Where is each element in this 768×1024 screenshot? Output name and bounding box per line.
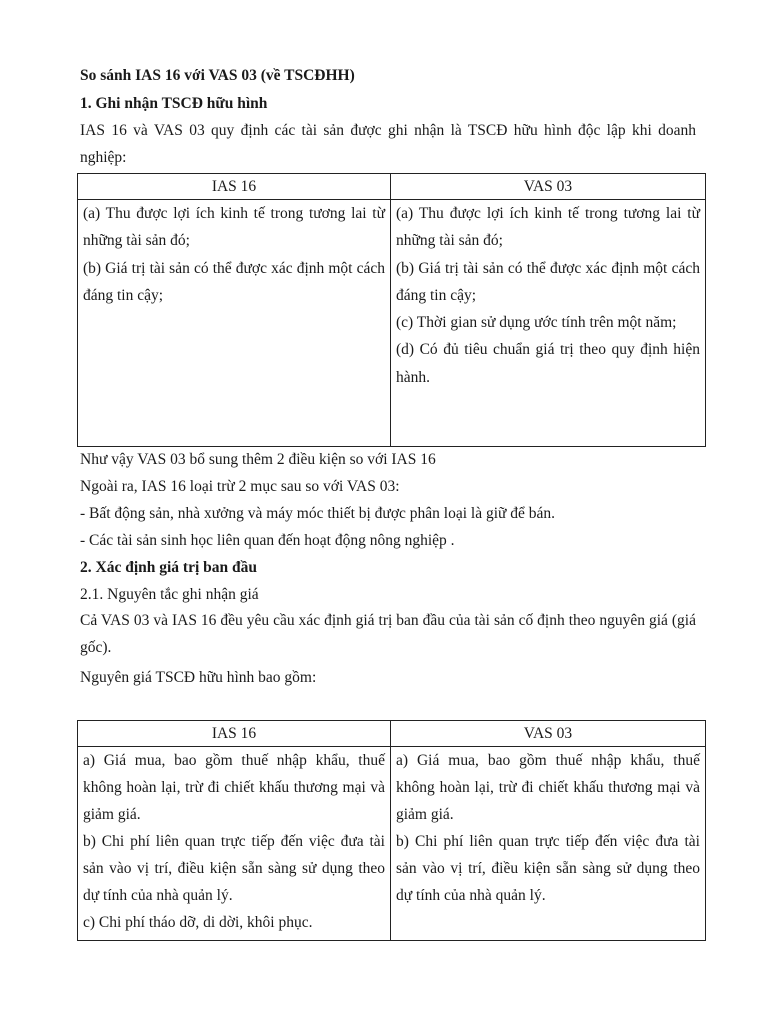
- vas03-criterion-a: (a) Thu được lợi ích kinh tế trong tương lai từ những tài sản đó;: [396, 205, 700, 250]
- doc-title: So sánh IAS 16 với VAS 03 (về TSCĐHH): [80, 67, 355, 84]
- section2-subheading: 2.1. Nguyên tắc ghi nhận giá: [80, 586, 259, 603]
- ias16-criteria-cell: [78, 200, 391, 447]
- vas03-cost-a: a) Giá mua, bao gồm thuế nhập khẩu, thuế không hoàn lại, trừ đi chiết khấu thương mại và giảm giá.: [396, 752, 700, 823]
- ias16-cost-b: b) Chi phí liên quan trực tiếp đến việc đưa tài sản vào vị trí, điều kiện sẵn sàng sử dụng theo dự tính của nhà quản lý.: [83, 833, 385, 904]
- vas03-cost-b: b) Chi phí liên quan trực tiếp đến việc đưa tài sản vào vị trí, điều kiện sẵn sàng sử dụng theo dự tính của nhà quản lý.: [396, 833, 700, 904]
- vas03-criterion-c: (c) Thời gian sử dụng ước tính trên một năm;: [396, 314, 677, 332]
- section1-note-2: Ngoài ra, IAS 16 loại trừ 2 mục sau so với VAS 03:: [80, 478, 400, 495]
- table-header-ias16: IAS 16: [78, 721, 391, 747]
- section1-exclusion-2: - Các tài sản sinh học liên quan đến hoạt động nông nghiệp .: [80, 532, 455, 549]
- table-header-row: [78, 721, 706, 747]
- section2-heading: 2. Xác định giá trị ban đầu: [80, 559, 258, 576]
- vas03-criterion-d: (d) Có đủ tiêu chuẩn giá trị theo quy định hiện hành.: [396, 341, 700, 386]
- section1-heading: 1. Ghi nhận TSCĐ hữu hình: [80, 95, 268, 112]
- vas03-criterion-b: (b) Giá trị tài sản có thể được xác định một cách đáng tin cậy;: [396, 259, 700, 304]
- ias16-cost-cell: [78, 747, 391, 941]
- table-row: [78, 747, 706, 941]
- section2-lead: Nguyên giá TSCĐ hữu hình bao gồm:: [80, 669, 317, 686]
- initial-cost-comparison-table: [77, 720, 706, 941]
- table-row: [78, 200, 706, 447]
- vas03-criteria-cell: [391, 200, 706, 447]
- section1-intro: IAS 16 và VAS 03 quy định các tài sản được ghi nhận là TSCĐ hữu hình độc lập khi doanh nghiệp:: [80, 122, 696, 166]
- table-header-vas03: VAS 03: [391, 174, 706, 200]
- section1-note-1: Như vậy VAS 03 bổ sung thêm 2 điều kiện so với IAS 16: [80, 451, 436, 468]
- section1-exclusion-1: - Bất động sản, nhà xưởng và máy móc thiết bị được phân loại là giữ để bán.: [80, 505, 556, 522]
- ias16-criterion-b: (b) Giá trị tài sản có thể được xác định một cách đáng tin cậy;: [83, 259, 385, 304]
- ias16-criterion-a: (a) Thu được lợi ích kinh tế trong tương lai từ những tài sản đó;: [83, 205, 385, 250]
- ias16-cost-c: c) Chi phí tháo dỡ, di dời, khôi phục.: [83, 914, 313, 931]
- section2-paragraph: Cả VAS 03 và IAS 16 đều yêu cầu xác định giá trị ban đầu của tài sản cố định theo nguyên giá (giá gốc).: [80, 612, 696, 656]
- table-header-row: [78, 174, 706, 200]
- table-header-ias16: IAS 16: [78, 174, 391, 200]
- ias16-cost-a: a) Giá mua, bao gồm thuế nhập khẩu, thuế không hoàn lại, trừ đi chiết khấu thương mại và giảm giá.: [83, 752, 385, 823]
- vas03-cost-cell: [391, 747, 706, 941]
- table-header-vas03: VAS 03: [391, 721, 706, 747]
- recognition-comparison-table: [77, 173, 706, 447]
